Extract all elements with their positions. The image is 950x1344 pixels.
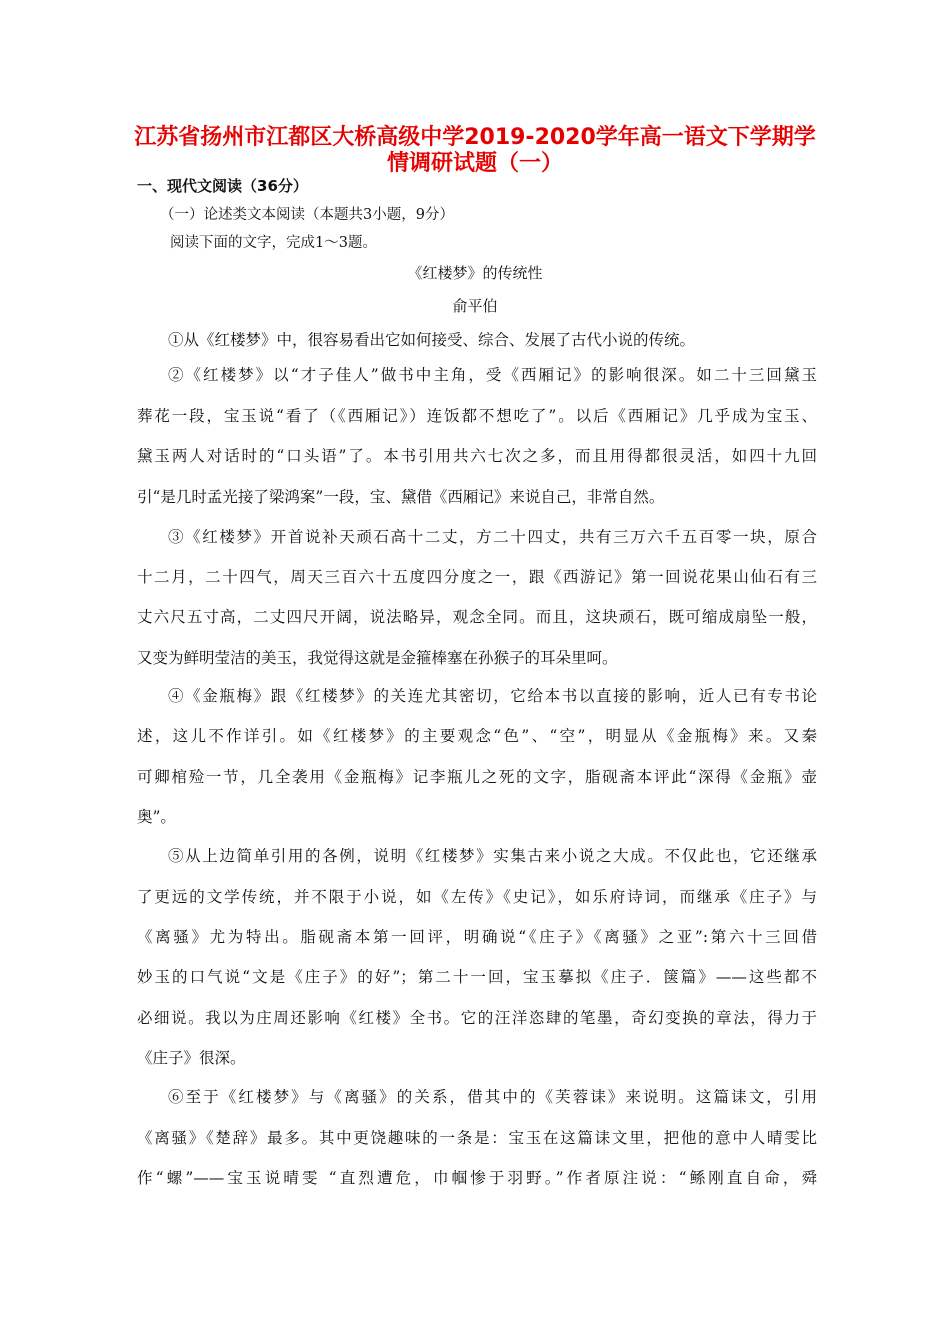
body-line: 奥”。 — [137, 808, 176, 826]
body-line: 《离骚》《楚辞》最多。其中更饶趣味的一条是：宝玉在这篇诔文里，把他的意中人晴雯比 — [137, 1129, 817, 1147]
body-line: 丈六尺五寸高，二丈四尺开阔，说法略异，观念全同。而且，这块顽石，既可缩成扇坠一般， — [137, 608, 817, 626]
body-line: 述，这儿不作详引。如《红楼梦》的主要观念“色”、“空”，明显从《金瓶梅》来。又秦 — [137, 727, 817, 745]
section-heading: 一、现代文阅读（36分） — [137, 177, 308, 195]
body-line: 了更远的文学传统，并不限于小说，如《左传》《史记》，如乐府诗词，而继承《庄子》与 — [137, 888, 817, 906]
body-line: ④《金瓶梅》跟《红楼梦》的关连尤其密切，它给本书以直接的影响，近人已有专书论 — [168, 687, 817, 705]
body-line: ⑥至于《红楼梦》与《离骚》的关系，借其中的《芙蓉诔》来说明。这篇诔文，引用 — [168, 1088, 817, 1106]
body-line: 十二月，二十四气，周天三百六十五度四分度之一，跟《西游记》第一回说花果山仙石有三 — [137, 568, 817, 586]
body-line: 妙玉的口气说“文是《庄子》的好”；第二十一回，宝玉摹拟《庄子．箧篇》——这些都不 — [137, 968, 817, 986]
body-line: 《庄子》很深。 — [137, 1049, 246, 1067]
document-title-line-2: 情调研试题（一） — [386, 151, 563, 176]
body-line: 可卿棺殓一节，几全袭用《金瓶梅》记李瓶儿之死的文字，脂砚斋本评此“深得《金瓶》壶 — [137, 768, 817, 786]
body-line: 《离骚》尤为特出。脂砚斋本第一回评，明确说“《庄子》《离骚》之亚”:第六十三回借 — [137, 928, 817, 946]
body-line: 作“螺”——宝玉说晴雯 “直烈遭危，巾帼惨于羽野。”作者原注说：“鲧刚直自命，舜 — [137, 1169, 817, 1187]
document-title-line-1: 江苏省扬州市江都区大桥高级中学2019-2020学年高一语文下学期学 — [134, 125, 816, 150]
article-author: 俞平伯 — [452, 297, 498, 315]
body-line: ①从《红楼梦》中，很容易看出它如何接受、综合、发展了古代小说的传统。 — [168, 331, 696, 349]
instruction-text: 阅读下面的文字，完成1～3题。 — [170, 235, 377, 251]
body-line: 引“是几时孟光接了梁鸿案”一段，宝、黛借《西厢记》来说自己，非常自然。 — [137, 488, 665, 506]
body-line: ③《红楼梦》开首说补天顽石高十二丈，方二十四丈，共有三万六千五百零一块，原合 — [168, 528, 817, 546]
body-line: 必细说。我以为庄周还影响《红楼》全书。它的汪洋恣肆的笔墨，奇幻变换的章法，得力于 — [137, 1009, 817, 1027]
body-line: ⑤从上边简单引用的各例，说明《红楼梦》实集古来小说之大成。不仅此也，它还继承 — [168, 847, 817, 865]
body-line: ②《红楼梦》以“才子佳人”做书中主角，受《西厢记》的影响很深。如二十三回黛玉 — [168, 366, 817, 384]
body-line: 葬花一段，宝玉说“看了（《西厢记》）连饭都不想吃了”。以后《西厢记》几乎成为宝玉、 — [137, 407, 817, 425]
article-title: 《红楼梦》的传统性 — [407, 264, 543, 282]
body-line: 黛玉两人对话时的“口头语”了。本书引用共六七次之多，而且用得都很灵活，如四十九回 — [137, 447, 817, 465]
sub-heading: （一）论述类文本阅读（本题共3小题，9分） — [160, 207, 454, 223]
body-line: 又变为鲜明莹洁的美玉，我觉得这就是金箍棒塞在孙猴子的耳朵里呵。 — [137, 649, 618, 667]
